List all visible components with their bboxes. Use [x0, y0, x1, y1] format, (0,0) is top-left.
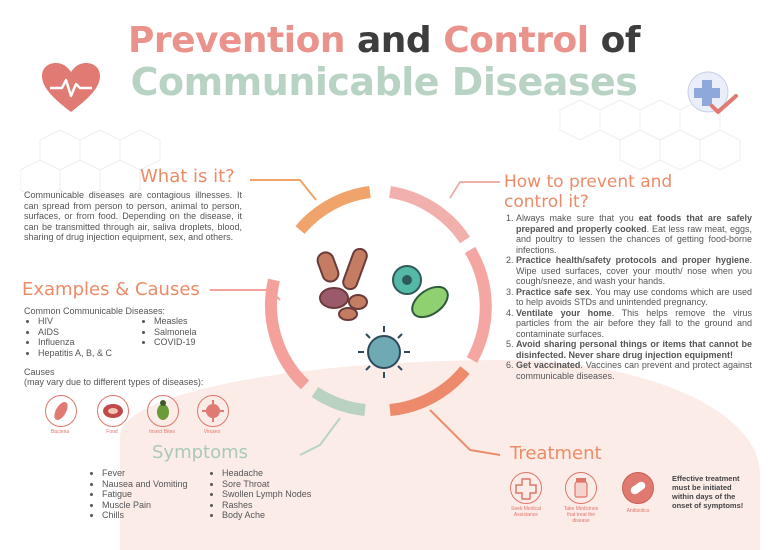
- medicine-bottle-icon: [565, 472, 597, 504]
- symptoms-list-1: [88, 468, 222, 521]
- causes-label: Causes: [24, 367, 55, 377]
- virus-icon: [197, 395, 229, 427]
- disease-list-2: [140, 316, 244, 348]
- common-diseases-label: Common Communicable Diseases:: [24, 306, 166, 316]
- list-item: • Salmonela: [154, 327, 244, 338]
- list-item: • Influenza: [38, 337, 158, 348]
- list-item: • Chills: [102, 510, 222, 521]
- list-item: • Fatigue: [102, 489, 222, 500]
- list-item: • Nausea and Vomiting: [102, 479, 222, 490]
- what-text: Communicable diseases are contagious illnesses. It can spread from person to person, animal to person, surfaces, or from food. Depending on the disease, it can be transmitted through air, saliva droplets, blood, sharing of drug injection equipment, sex, and others.: [24, 190, 242, 242]
- list-item: • Swollen Lymph Nodes: [222, 489, 352, 500]
- food-icon: [97, 395, 129, 427]
- list-item: 2. Practice health/safety protocols and proper hygiene. Wipe used surfaces, cover your mouth/ nose when you cough/sneeze, and wash your hands.: [516, 255, 752, 287]
- cause-label: Bacteria: [50, 429, 70, 435]
- list-item: 1. Always make sure that you eat foods that are safely prepared and properly cooked. Eat less raw meat, eggs, and poultry to lessen the chances of getting food-borne infections.: [516, 213, 752, 255]
- insect-icon: [147, 395, 179, 427]
- list-item: • Hepatitis A, B, & C: [38, 348, 158, 359]
- disease-list-1: [24, 316, 158, 358]
- list-item: 6. Get vaccinated. Vaccines can prevent and protect against communicable diseases.: [516, 360, 752, 381]
- page-subtitle: Communicable Diseases: [130, 60, 638, 104]
- bacteria-icon: [45, 395, 77, 427]
- examples-heading: Examples & Causes: [22, 279, 200, 300]
- treatment-label: Antibiotics: [626, 508, 650, 514]
- treatment-label: Seek Medical Assistance: [510, 506, 541, 518]
- what-heading: What is it?: [140, 166, 235, 187]
- cause-label: Insect Bites: [149, 429, 175, 435]
- treatment-note: Effective treatment must be initiated within days of the onset of symptoms!: [672, 474, 744, 510]
- list-item: • AIDS: [38, 327, 158, 338]
- list-item: • Headache: [222, 468, 352, 479]
- list-item: 3. Practice safe sex. You may use condoms which are used to help avoids STDs and unintended pregnancy.: [516, 287, 752, 308]
- causes-note: (may vary due to different types of diseases):: [24, 377, 204, 387]
- prevent-heading: How to prevent and control it?: [504, 172, 673, 212]
- list-item: 4. Ventilate your home. This helps remove the virus particles from the air before they fall to the ground and contaminate surfaces.: [516, 308, 752, 340]
- list-item: • HIV: [38, 316, 158, 327]
- treatment-label: Take Medicines that treat the disease: [563, 506, 599, 524]
- treatment-heading: Treatment: [510, 443, 602, 464]
- medical-assistance-icon: [510, 472, 542, 504]
- list-item: • Body Ache: [222, 510, 352, 521]
- list-item: 5. Avoid sharing personal things or items that cannot be disinfected. Never share drug injection equipment!: [516, 339, 752, 360]
- prevention-list: [506, 213, 752, 381]
- list-item: • Fever: [102, 468, 222, 479]
- symptoms-list-2: [208, 468, 352, 521]
- page-title: Prevention and Control of: [127, 20, 641, 61]
- list-item: • Measles: [154, 316, 244, 327]
- list-item: • COVID-19: [154, 337, 244, 348]
- germs-illustration: [312, 240, 462, 380]
- list-item: • Rashes: [222, 500, 352, 511]
- cause-label: Food: [106, 429, 118, 435]
- cause-label: Viruses: [203, 429, 221, 435]
- list-item: • Sore Throat: [222, 479, 352, 490]
- antibiotics-icon: [622, 472, 654, 504]
- list-item: • Muscle Pain: [102, 500, 222, 511]
- symptoms-heading: Symptoms: [152, 442, 249, 463]
